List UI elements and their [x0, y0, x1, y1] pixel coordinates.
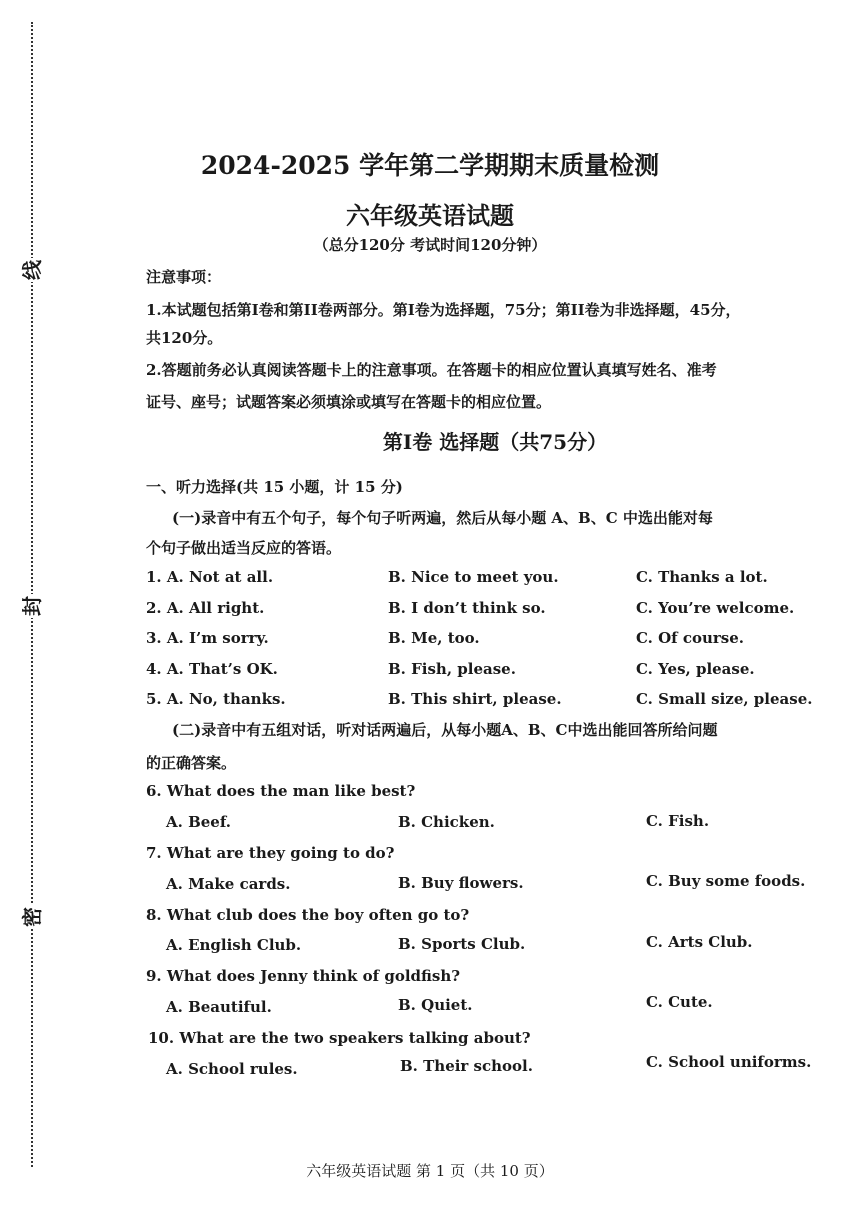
q5-option-a: 5. A. No, thanks. — [146, 690, 286, 708]
q10-option-b: B. Their school. — [400, 1057, 533, 1075]
q4-option-b: B. Fish, please. — [388, 660, 516, 678]
section1-title: 第I卷 选择题（共75分） — [382, 430, 608, 454]
sub1-instruction-line2: 个句子做出适当反应的答语。 — [146, 539, 342, 557]
q1-option-c: C. Thanks a lot. — [636, 568, 768, 586]
q9-option-b: B. Quiet. — [398, 996, 473, 1014]
binding-char-bottom: 密 — [20, 907, 44, 927]
q3-option-b: B. Me, too. — [388, 629, 480, 647]
notice-item1-line1: 1.本试题包括第I卷和第II卷两部分。第I卷为选择题，75分；第II卷为非选择题，45分， — [146, 301, 741, 319]
q9-question: 9. What does Jenny think of goldfish? — [146, 967, 461, 985]
q6-option-b: B. Chicken. — [398, 813, 495, 831]
q8-option-c: C. Arts Club. — [646, 933, 753, 951]
q9-option-a: A. Beautiful. — [166, 998, 272, 1016]
q4-option-a: 4. A. That’s OK. — [146, 660, 278, 678]
q2-option-a: 2. A. All right. — [146, 599, 265, 617]
page-footer: 六年级英语试题 第 1 页（共 10 页） — [306, 1162, 554, 1180]
q1-option-a: 1. A. Not at all. — [146, 568, 274, 586]
score-info: （总分120分 考试时间120分钟） — [313, 236, 547, 254]
q10-option-a: A. School rules. — [166, 1060, 298, 1078]
q8-option-a: A. English Club. — [166, 936, 302, 954]
q3-option-c: C. Of course. — [636, 629, 745, 647]
q2-option-c: C. You’re welcome. — [636, 599, 795, 617]
q5-option-b: B. This shirt, please. — [388, 690, 562, 708]
exam-subtitle: 六年级英语试题 — [346, 201, 514, 230]
notice-item1-line2: 共120分。 — [146, 329, 223, 347]
notice-item2-line1: 2.答题前务必认真阅读答题卡上的注意事项。在答题卡的相应位置认真填写姓名、准考 — [146, 361, 717, 379]
sub2-instruction-line1: (二)录音中有五组对话，听对话两遍后，从每小题A、B、C中选出能回答所给问题 — [172, 721, 718, 739]
q7-option-c: C. Buy some foods. — [646, 872, 806, 890]
exam-title: 2024-2025 学年第二学期期末质量检测 — [200, 151, 660, 180]
q1-option-b: B. Nice to meet you. — [388, 568, 559, 586]
binding-char-top: 线 — [20, 260, 44, 280]
q4-option-c: C. Yes, please. — [636, 660, 755, 678]
q6-question: 6. What does the man like best? — [146, 782, 416, 800]
binding-char-mid: 封 — [20, 596, 44, 616]
part1-heading: 一、听力选择(共 15 小题，计 15 分) — [146, 478, 403, 496]
q8-question: 8. What club does the boy often go to? — [146, 906, 470, 924]
notice-item2-line2: 证号、座号；试题答案必须填涂或填写在答题卡的相应位置。 — [146, 393, 552, 411]
q3-option-a: 3. A. I’m sorry. — [146, 629, 269, 647]
q8-option-b: B. Sports Club. — [398, 935, 526, 953]
q7-option-a: A. Make cards. — [166, 875, 291, 893]
q5-option-c: C. Small size, please. — [636, 690, 813, 708]
q7-question: 7. What are they going to do? — [146, 844, 395, 862]
q2-option-b: B. I don’t think so. — [388, 599, 546, 617]
q6-option-a: A. Beef. — [166, 813, 231, 831]
q10-option-c: C. School uniforms. — [646, 1053, 812, 1071]
q10-question: 10. What are the two speakers talking about? — [148, 1029, 531, 1047]
notice-heading: 注意事项： — [146, 268, 222, 286]
q6-option-c: C. Fish. — [646, 812, 710, 830]
sub2-instruction-line2: 的正确答案。 — [146, 754, 237, 772]
q9-option-c: C. Cute. — [646, 993, 713, 1011]
sub1-instruction-line1: (一)录音中有五个句子，每个句子听两遍，然后从每小题 A、B、C 中选出能对每 — [172, 509, 713, 527]
q7-option-b: B. Buy flowers. — [398, 874, 524, 892]
